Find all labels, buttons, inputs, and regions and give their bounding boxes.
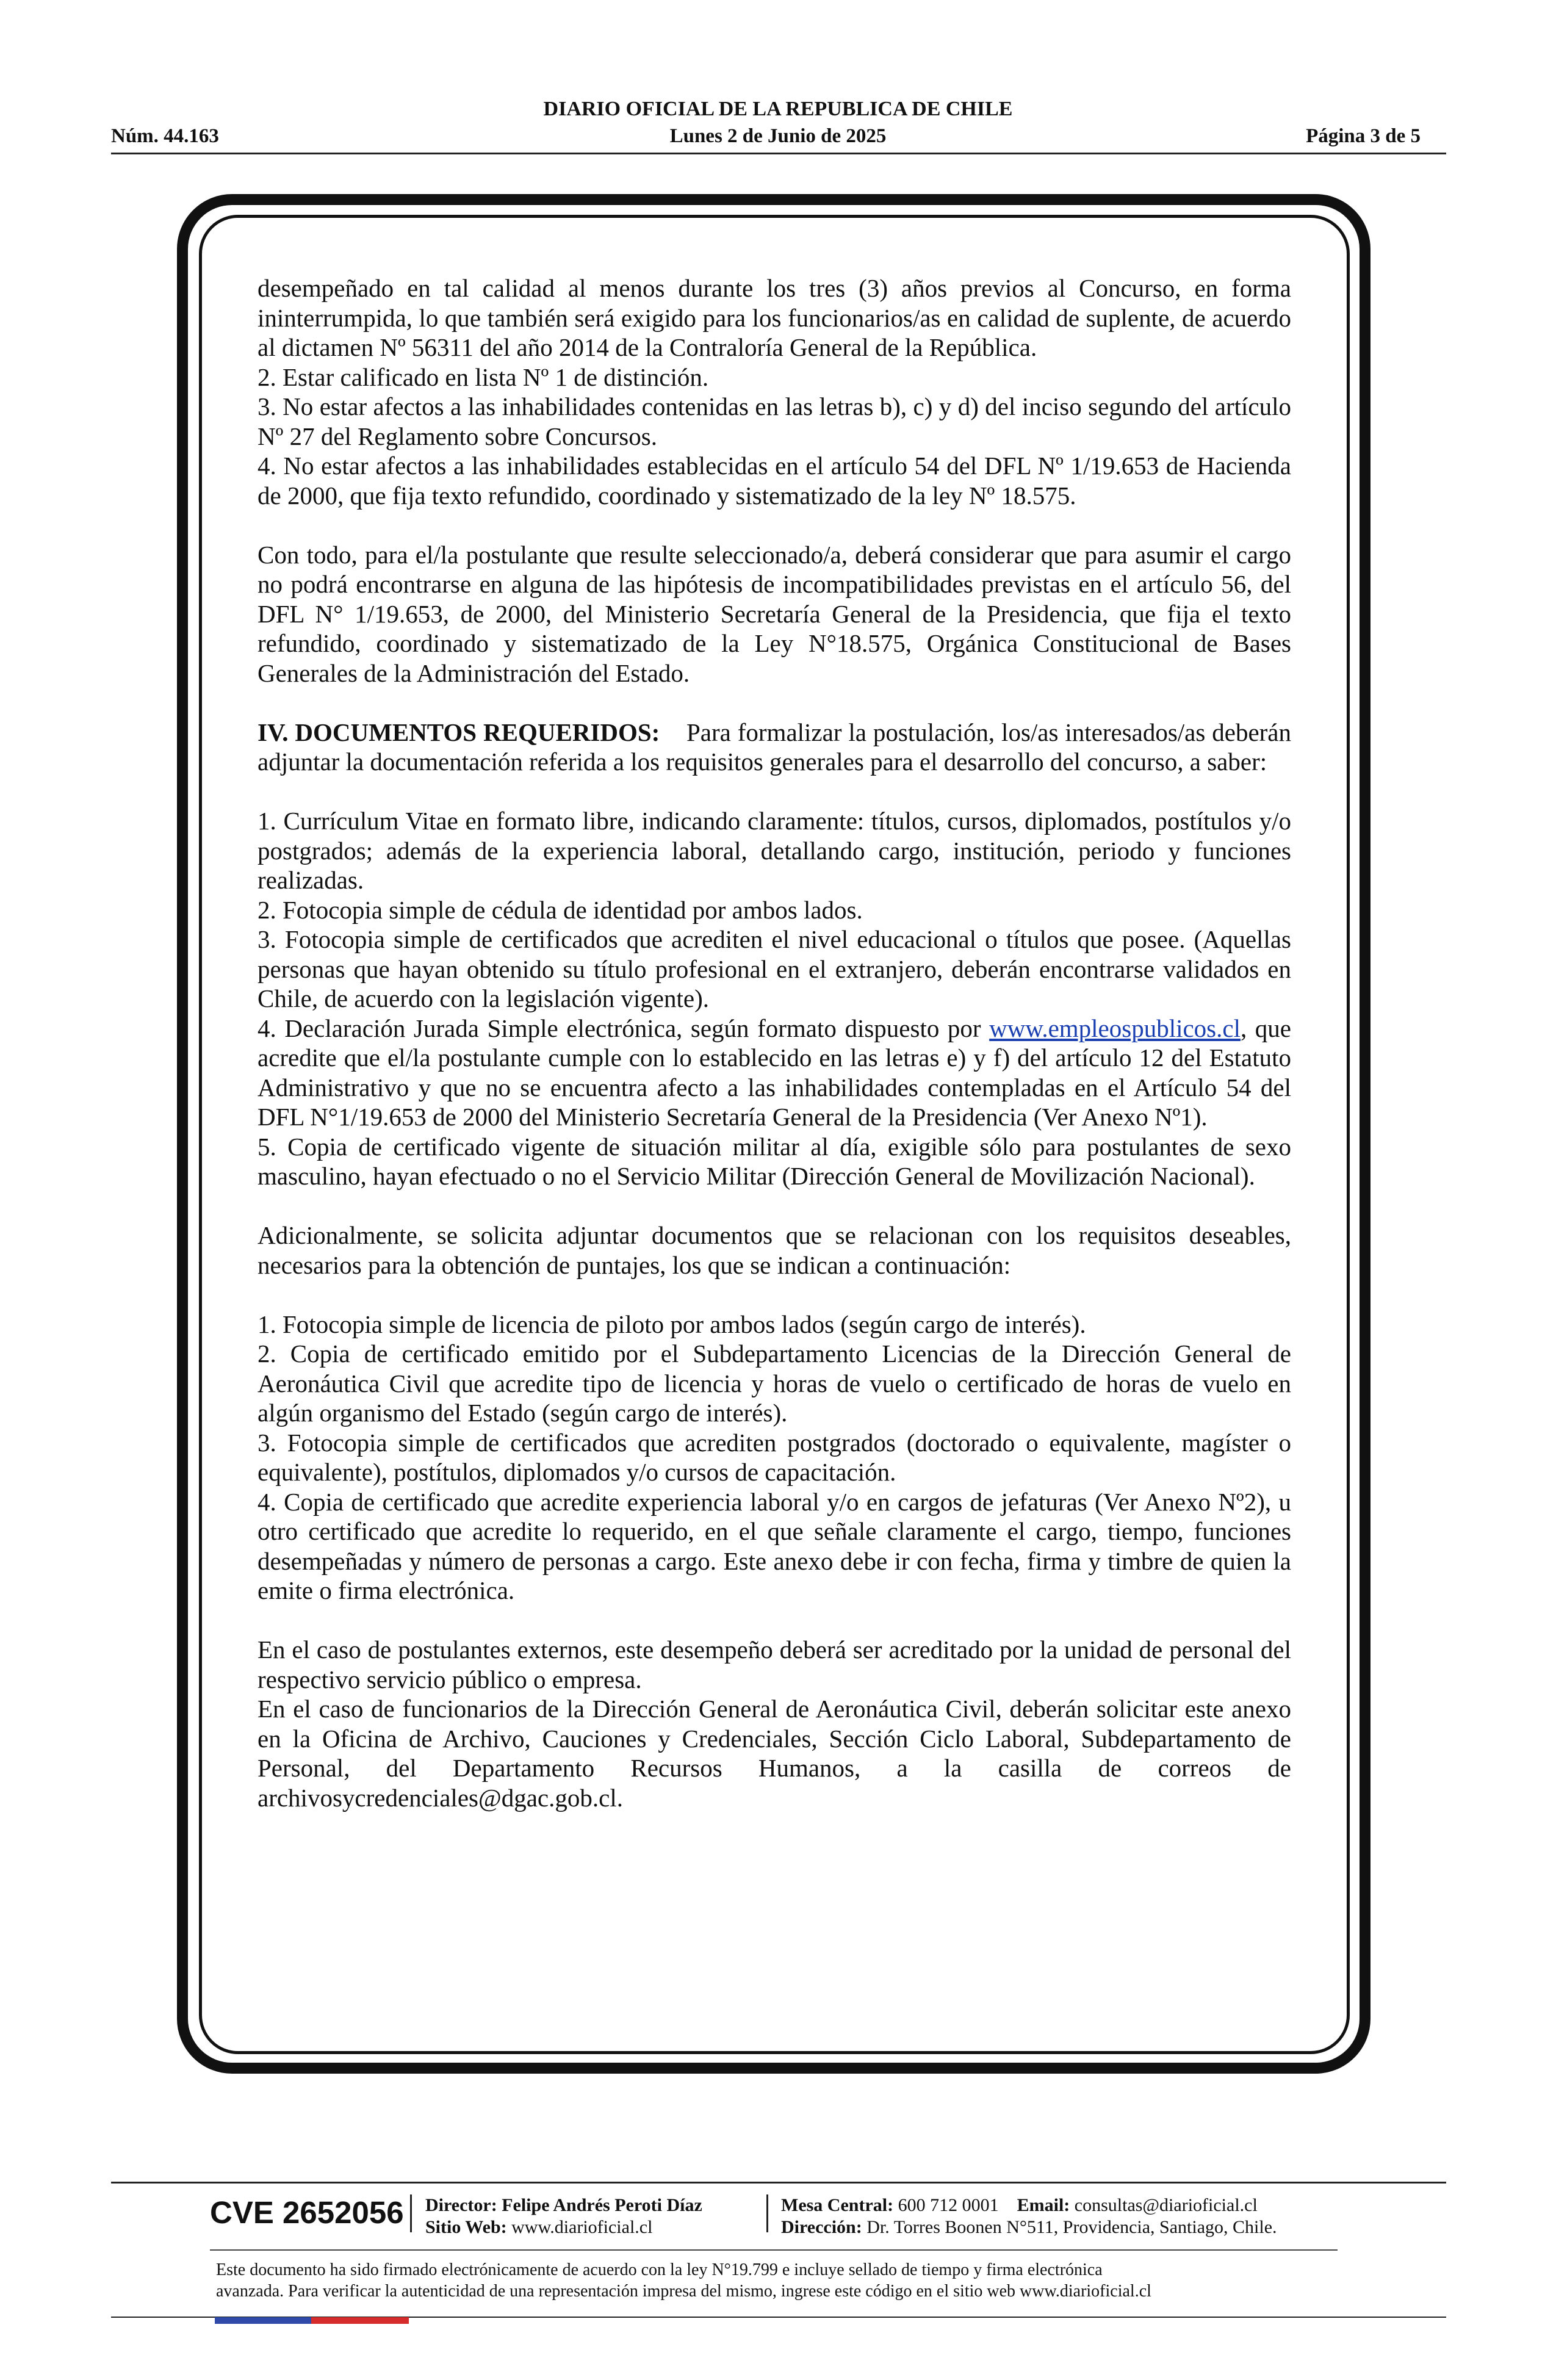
- footer-divider: [111, 2182, 1446, 2183]
- list-item: 2. Copia de certificado emitido por el Subdepartamento Licencias de la Dirección General de Aeronáutica Civil que acredite tipo de licencia y horas de vuelo o certificado de horas de vuelo en algún organismo del Estado (según cargo de interés).: [258, 1340, 1291, 1427]
- list-item: 3. Fotocopia simple de certificados que acrediten el nivel educacional o títulos que posee. (Aquellas personas que hayan obtenido su título profesional en el extranjero, deberán encontrarse validados en Chile, de acuerdo con la legislación vigente).: [258, 925, 1291, 1012]
- director-line: [425, 2194, 702, 2216]
- requirement-item: 3. No estar afectos a las inhabilidades contenidas en las letras b), c) y d) del inciso segundo del artículo Nº 27 del Reglamento sobre Concursos.: [258, 392, 1291, 450]
- document-body: [258, 273, 1291, 1812]
- list-item: 4. Copia de certificado que acredite experiencia laboral y/o en cargos de jefaturas (Ver Anexo Nº2), u otro certificado que acredite lo requerido, en el que señale claramente el cargo, tiempo, funciones desempeñadas y número de personas a cargo. Este anexo debe ir con fecha, firma y timbre de quien la emite o firma electrónica.: [258, 1487, 1291, 1604]
- section-iv-paragraph: [258, 718, 1291, 777]
- list-item-declaration: [258, 1014, 1291, 1132]
- header-divider: [111, 153, 1446, 154]
- address-text: Dr. Torres Boonen N°511, Providencia, Santiago, Chile.: [866, 2217, 1277, 2237]
- website-line: [425, 2216, 652, 2238]
- director-label: Director:: [425, 2195, 497, 2215]
- newspaper-title: DIARIO OFICIAL DE LA REPUBLICA DE CHILE: [543, 98, 1013, 120]
- issue-date: Lunes 2 de Junio de 2025: [669, 125, 887, 147]
- website-label: Sitio Web:: [425, 2217, 507, 2237]
- additional-documents-list: [258, 1310, 1291, 1606]
- declaration-suffix: , que acredite que el/la postulante cumple con lo establecido en las letras e) y f) del artículo 12 del Estatuto Administrativo y que no se encuentra afecto a las inhabilidades contempladas en el Artículo 54 del DFL N°1/19.653 de 2000 del Ministerio Secretaría General de la Presidencia (Ver Anexo Nº1).: [258, 1014, 1292, 1131]
- contact-line: [781, 2194, 1258, 2216]
- section-iv-intro: Para formalizar la postulación, los/as interesados/as deberán adjuntar la documentación referida a los requisitos generales para el desarrollo del concurso, a saber:: [258, 718, 1291, 776]
- closing-paragraphs: [258, 1635, 1291, 1812]
- phone-label: Mesa Central:: [781, 2195, 894, 2215]
- footer-separator: [410, 2194, 412, 2232]
- incompatibility-paragraph: Con todo, para el/la postulante que resulte seleccionado/a, deberá considerar que para asumir el cargo no podrá encontrarse en alguna de las hipótesis de incompatibilidades previstas en el artículo 56, del DFL N° 1/19.653, de 2000, del Ministerio Secretaría General de la Presidencia, que fija el texto refundido, coordinado y sistematizado de la Ley N°18.575, Orgánica Constitucional de Bases Generales de la Administración del Estado.: [258, 540, 1291, 687]
- additional-intro: Adicionalmente, se solicita adjuntar documentos que se relacionan con los requisitos deseables, necesarios para la obtención de puntajes, los que se indican a continuación:: [258, 1221, 1291, 1279]
- signature-notice: [216, 2259, 1334, 2302]
- required-documents-list: [258, 806, 1291, 1191]
- issue-number: Núm. 44.163: [111, 125, 219, 147]
- requirement-text: desempeñado en tal calidad al menos durante los tres (3) años previos al Concurso, en forma ininterrumpida, lo que también será exigido para los funcionarios/as en calidad de suplente, de acuerdo al dictamen Nº 56311 del año 2014 de la Contraloría General de la República.: [258, 274, 1291, 361]
- list-item: 1. Currículum Vitae en formato libre, indicando claramente: títulos, cursos, diplomados, postítulos y/o postgrados; además de la experiencia laboral, detallando cargo, institución, periodo y funciones realizadas.: [258, 807, 1291, 894]
- requirement-item: 4. No estar afectos a las inhabilidades establecidas en el artículo 54 del DFL Nº 1/19.653 de Hacienda de 2000, que fija texto refundido, coordinado y sistematizado de la ley Nº 18.575.: [258, 452, 1291, 510]
- empleospublicos-link[interactable]: www.empleospublicos.cl: [989, 1014, 1241, 1042]
- list-item: 5. Copia de certificado vigente de situación militar al día, exigible sólo para postulantes de sexo masculino, hayan efectuado o no el Servicio Militar (Dirección General de Movilización Nacional).: [258, 1132, 1291, 1190]
- declaration-prefix: 4. Declaración Jurada Simple electrónica, según formato dispuesto por: [258, 1014, 981, 1042]
- director-name: Felipe Andrés Peroti Díaz: [502, 2195, 702, 2215]
- address-line: [781, 2216, 1277, 2238]
- requirements-list: [258, 273, 1291, 510]
- email-label: Email:: [1017, 2195, 1070, 2215]
- flag-stripe-blue: [215, 2317, 311, 2324]
- signature-notice-line: Este documento ha sido firmado electrónicamente de acuerdo con la ley N°19.799 e incluye sellado de tiempo y firma electrónica: [216, 2260, 1103, 2279]
- footer-inner-divider: [210, 2249, 1338, 2251]
- requirement-item: 2. Estar calificado en lista Nº 1 de distinción.: [258, 362, 709, 391]
- footer-separator: [766, 2194, 768, 2232]
- signature-notice-line: avanzada. Para verificar la autenticidad de una representación impresa del mismo, ingrese este código en el sitio web www.diarioficial.cl: [216, 2282, 1151, 2301]
- closing-internal: En el caso de funcionarios de la Dirección General de Aeronáutica Civil, deberán solicitar este anexo en la Oficina de Archivo, Cauciones y Credenciales, Sección Ciclo Laboral, Subdepartamento de Personal, del Departamento Recursos Humanos, a la casilla de correos de archivosycredenciales@dgac.gob.cl.: [258, 1695, 1291, 1812]
- section-iv-heading: IV. DOCUMENTOS REQUERIDOS:: [258, 718, 660, 746]
- address-label: Dirección:: [781, 2217, 862, 2237]
- flag-stripe-red: [311, 2317, 409, 2324]
- closing-external: En el caso de postulantes externos, este desempeño deberá ser acreditado por la unidad de personal del respectivo servicio público o empresa.: [258, 1635, 1291, 1693]
- list-item: 2. Fotocopia simple de cédula de identidad por ambos lados.: [258, 895, 863, 924]
- website-link[interactable]: www.diarioficial.cl: [511, 2217, 653, 2237]
- list-item: 3. Fotocopia simple de certificados que acrediten postgrados (doctorado o equivalente, magíster o equivalente), postítulos, diplomados y/o cursos de capacitación.: [258, 1428, 1291, 1486]
- email-address[interactable]: consultas@diarioficial.cl: [1074, 2195, 1258, 2215]
- phone-number: 600 712 0001: [898, 2195, 999, 2215]
- cve-code: CVE 2652056: [210, 2195, 404, 2230]
- list-item: 1. Fotocopia simple de licencia de piloto por ambos lados (según cargo de interés).: [258, 1310, 1086, 1338]
- page-indicator: Página 3 de 5: [1306, 125, 1421, 147]
